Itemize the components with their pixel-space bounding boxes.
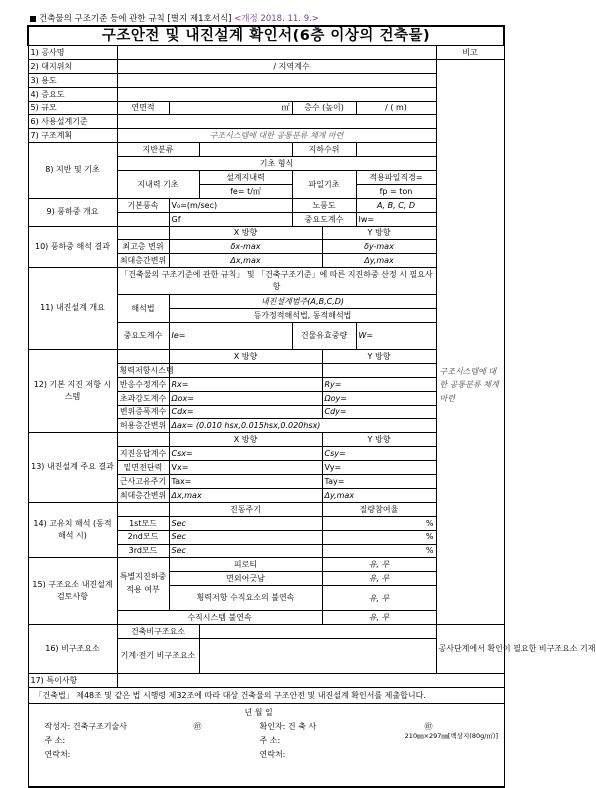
system-classification-note: 구조시스템에 대한 공통분류 체계 마련 [439,366,499,404]
floors-value-field[interactable]: / ( m) [356,101,436,115]
section-special-notes-label: 17) 특이사항 [28,673,117,687]
lateral-system-y-field[interactable] [322,363,436,377]
pile-diameter-label: 적용파일직경= [356,171,436,185]
architect-seal-icon: ㊞ [424,722,433,732]
omega-x-field[interactable]: Ωox= [169,391,322,405]
section-seismic-overview-label: 11) 내진설계 개요 [28,268,117,350]
revision-text: <개정 2018. 11. 9.> [234,14,319,24]
mode-2-period-field[interactable]: Sec [169,530,322,544]
design-bearing-label: 설계지내력 [199,171,292,185]
allowable-drift-label: 허용층간변위 [117,419,169,433]
architect-phone-label: 연락처: [259,750,286,760]
story-drift-y-field[interactable]: Δy,max [322,488,436,502]
iw-field[interactable]: Iw= [356,212,436,226]
seismic-importance-label: 중요도계수 [117,323,169,350]
wind-result-blank [117,226,169,240]
ground-water-label: 지하수위 [292,143,356,157]
csx-field[interactable]: Csx= [169,447,322,461]
row-structural-plan-label: 7) 구조계획 [28,129,117,143]
system-y-direction-header: Y 방향 [322,350,436,364]
header-text: 건축물의 구조기준 등에 관한 규칙 [별지 제1호서식] [39,14,232,24]
base-shear-label: 밑면전단력 [117,461,169,475]
design-code-field[interactable] [117,115,436,129]
lateral-system-x-field[interactable] [169,363,322,377]
author-address-label: 주 소: [44,736,66,746]
fe-field[interactable]: fe= t/㎡ [199,184,292,198]
dy-max-field[interactable]: δy-max [322,240,436,254]
system-x-direction-header: X 방향 [169,350,322,364]
importance-field[interactable] [117,87,436,101]
section-element-review-label: 15) 구조요소 내진설계 검토사항 [28,558,117,625]
seismic-x-direction-header: X 방향 [169,433,322,447]
section-wind-load-label: 9) 풍하중 개요 [28,198,117,226]
pile-foundation-label: 파일기초 [292,171,356,199]
seismic-y-direction-header: Y 방향 [322,433,436,447]
form-title: 구조안전 및 내진설계 확인서(6층 이상의 건축물) [28,26,504,46]
exposure-options[interactable]: A, B, C, D [356,198,436,212]
max-drift-label: 최대층간변위 [117,254,169,268]
vy-field[interactable]: Vy= [322,461,436,475]
row-project-name-label: 1) 공사명 [28,46,117,60]
nonstructural-note: 공사단계에서 확인이 필요한 비구조요소 기재 [436,625,504,674]
zone-factor-label: / 지역계수 [273,61,310,71]
eigen-blank [117,502,169,516]
ddx-max-field[interactable]: Δx,max [169,254,322,268]
seismic-result-blank [117,433,169,447]
author-seal-icon: ㊞ [193,722,202,732]
row-scale-label: 5) 규모 [28,101,117,115]
ground-water-field[interactable] [356,143,436,157]
csy-field[interactable]: Csy= [322,447,436,461]
arch-nonstructural-field[interactable] [199,625,436,639]
ground-class-field[interactable] [199,143,292,157]
piloti-yn-field[interactable]: 유, 무 [322,558,436,572]
signature-block [28,704,504,788]
mass-participation-header: 질량참여율 [322,502,436,516]
row-design-code-label: 6) 사용설계기준 [28,115,117,129]
mode-3-label: 3rd모드 [117,544,169,558]
special-notes-field[interactable] [117,673,504,687]
tax-field[interactable]: Tax= [169,475,322,489]
lateral-system-label: 횡력저항시스템 [117,363,169,377]
site-location-field[interactable] [117,59,436,73]
vx-field[interactable]: Vx= [169,461,322,475]
cdy-field[interactable]: Cdy= [322,405,436,419]
project-name-field[interactable] [117,46,436,60]
remarks-column [436,59,504,624]
author-label: 작성자: 건축구조기술사 [44,722,128,732]
cdx-field[interactable]: Cdx= [169,405,322,419]
row-usage-label: 3) 용도 [28,73,117,87]
total-area-unit[interactable]: ㎡ [169,101,292,115]
confirmation-form-table [27,25,596,788]
dx-max-field[interactable]: δx-max [169,240,322,254]
vibration-period-header: 진동주기 [169,502,322,516]
mode-1-mass-field[interactable]: % [322,516,436,530]
system-blank [117,350,169,364]
analysis-methods-field[interactable]: 등가정적해석법, 동적해석법 [169,309,436,323]
row-site-location-label: 2) 대지위치 [28,59,117,73]
out-of-plane-label: 면외어긋남 [169,572,322,586]
form-header [30,12,319,24]
analysis-method-label: 해석법 [117,295,169,323]
wind-x-direction-header: X 방향 [169,226,322,240]
mode-3-mass-field[interactable]: % [322,544,436,558]
overstrength-label: 초과강도계수 [117,391,169,405]
basic-wind-speed-label: 기본풍속 [117,198,169,212]
remarks-label: 비고 [436,46,504,60]
paper-size-footer: 210㎜×297㎜[백상지(80g/㎡)] [404,732,498,740]
vertical-discontinuity-label: 횡력저항 수직요소의 불연속 [169,586,322,611]
allowable-drift-field[interactable]: Δax= (0.010 hsx,0.015hsx,0.020hsx) [169,419,436,433]
arch-nonstructural-label: 건축비구조요소 [117,625,199,639]
section-nonstructural-label: 16) 비구조요소 [28,625,117,674]
date-line[interactable]: 년 월 일 [244,708,273,718]
mech-elec-nonstructural-field[interactable] [199,638,436,673]
vertical-system-yn-field[interactable]: 유, 무 [322,611,436,625]
max-story-drift-label: 최대층간변위 [117,488,169,502]
wind-y-direction-header: Y 방향 [322,226,436,240]
floors-label: 층수 (높이) [292,101,356,115]
v0-field[interactable]: V₀=(m/sec) [169,198,292,212]
mode-3-period-field[interactable]: Sec [169,544,322,558]
section-eigen-analysis-label: 14) 고유치 해석 (동적해석 시) [28,502,117,558]
story-drift-x-field[interactable]: Δx,max [169,488,322,502]
submission-statement: 「건축법」 제48조 및 같은 법 시행령 제32조에 따라 대상 건축물의 구조안전 및 내진설계 확인서를 제출합니다. [28,687,504,703]
section-foundation-label: 8) 지반 및 기초 [28,143,117,199]
row-importance-label: 4) 증요도 [28,87,117,101]
wind-importance-label: 중요도계수 [292,212,356,226]
ie-field[interactable]: Ie= [169,323,292,350]
approx-period-label: 근사고유주기 [117,475,169,489]
foundation-type-label: 기초 형식 [117,157,436,171]
ry-field[interactable]: Ry= [322,377,436,391]
gust-blank [117,212,169,226]
w-field[interactable]: W= [356,323,436,350]
section-seismic-result-label: 13) 내진설계 주요 결과 [28,433,117,502]
fp-field[interactable]: fp = ton [356,184,436,198]
rx-field[interactable]: Rx= [169,377,322,391]
total-area-label: 연면적 [117,101,169,115]
deflection-amplification-label: 변위증폭계수 [117,405,169,419]
mode-2-label: 2nd모드 [117,530,169,544]
seismic-category-field[interactable]: 내진설계범주(A,B,C,D) [169,295,436,309]
seismic-coefficient-label: 지진응답계수 [117,447,169,461]
architect-address-label: 주 소: [259,736,281,746]
section-lateral-system-label: 12) 기본 지진 저항 시스템 [28,350,117,433]
mode-2-mass-field[interactable]: % [322,530,436,544]
mech-elec-nonstructural-label: 기계·전기 비구조요소 [117,638,199,673]
ground-class-label: 지반분류 [117,143,199,157]
piloti-label: 피로티 [169,558,322,572]
usage-field[interactable] [117,73,436,87]
ddy-max-field[interactable]: Δy,max [322,254,436,268]
author-phone-label: 연락처: [44,750,71,760]
structural-plan-note: 구조시스템에 대한 공통분류 체계 마련 [117,129,436,143]
special-seismic-load-label: 특별지진하중 적용 여부 [117,558,169,611]
response-factor-label: 반응수정계수 [117,377,169,391]
bearing-foundation-label: 지내력 기초 [117,171,199,199]
vertical-system-label: 수직시스템 불연속 [117,611,322,625]
top-displacement-label: 최고층 변위 [117,240,169,254]
square-bullet-icon [30,16,36,22]
gf-field[interactable]: Gf [169,212,292,226]
seismic-requirement-note: 「건축물의 구조기준에 관한 규칙」 및 「건축구조기준」에 따른 지진하중 산정 시 필요사항 [117,268,436,295]
tay-field[interactable]: Tay= [322,475,436,489]
effective-weight-label: 건물유효중량 [292,323,356,350]
mode-1-label: 1st모드 [117,516,169,530]
vertical-discontinuity-yn-field[interactable]: 유, 무 [322,586,436,611]
out-of-plane-yn-field[interactable]: 유, 무 [322,572,436,586]
exposure-label: 노풍도 [292,198,356,212]
section-wind-result-label: 10) 풍하중 해석 결과 [28,226,117,268]
architect-label: 확인자: 건 축 사 [259,722,317,732]
omega-y-field[interactable]: Ωoy= [322,391,436,405]
mode-1-period-field[interactable]: Sec [169,516,322,530]
